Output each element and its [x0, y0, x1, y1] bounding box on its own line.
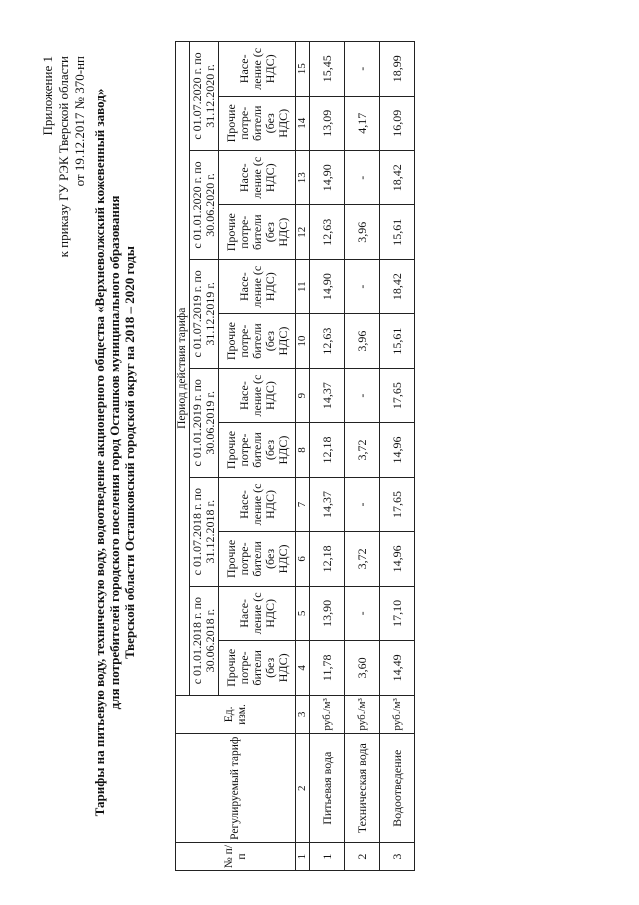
column-number: 11 [296, 259, 310, 313]
period-range: с 01.07.2018 г. по 31.12.2018 г. [190, 477, 219, 586]
tariff-value: 14,90 [310, 151, 345, 205]
tariff-value: 13,90 [310, 586, 345, 640]
tariff-value: 14,96 [380, 532, 415, 586]
unit: руб./м³ [380, 695, 415, 734]
tariff-value: 14,37 [310, 368, 345, 422]
column-number: 5 [296, 586, 310, 640]
table-row [380, 42, 415, 871]
tariff-value: 14,37 [310, 477, 345, 531]
sub-other-consumers: Прочие потре- бители (без НДС) [219, 532, 296, 586]
period-range: с 01.07.2020 г. по 31.12.2020 г. [190, 42, 219, 151]
header-unit: Ед. изм. [176, 695, 296, 734]
sub-population: Насе- ление (с НДС) [219, 477, 296, 531]
column-number: 14 [296, 96, 310, 150]
document-title [92, 0, 137, 905]
tariff-name: Техническая вода [345, 734, 380, 843]
sub-population: Насе- ление (с НДС) [219, 259, 296, 313]
tariff-value: 3,72 [345, 423, 380, 477]
period-range: с 01.01.2018 г. по 30.06.2018 г. [190, 586, 219, 695]
table-row [310, 42, 345, 871]
title-line-2: для потребителей городского поселения город Осташков муниципального образования [107, 195, 122, 710]
column-number: 13 [296, 151, 310, 205]
sub-other-consumers: Прочие потре- бители (без НДС) [219, 641, 296, 695]
tariff-value: 15,61 [380, 205, 415, 259]
row-number: 1 [310, 843, 345, 871]
tariff-value: 14,49 [380, 641, 415, 695]
tariff-value: - [345, 477, 380, 531]
column-number: 12 [296, 205, 310, 259]
row-number: 3 [380, 843, 415, 871]
sub-population: Насе- ление (с НДС) [219, 368, 296, 422]
column-number: 1 [296, 843, 310, 871]
column-number: 3 [296, 695, 310, 734]
appendix-title: Приложение 1 [40, 56, 55, 136]
tariff-value: 3,96 [345, 205, 380, 259]
sub-other-consumers: Прочие потре- бители (без НДС) [219, 205, 296, 259]
sub-population: Насе- ление (с НДС) [219, 42, 296, 97]
tariff-name: Питьевая вода [310, 734, 345, 843]
title-line-1: Тарифы на питьевую воду, техническую воду, водоотведение акционерного общества «Верхневолжский кожевенный завод» [92, 88, 107, 817]
tariff-value: 14,90 [310, 259, 345, 313]
tariff-value: 18,42 [380, 259, 415, 313]
period-range: с 01.01.2020 г. по 30.06.2020 г. [190, 151, 219, 260]
table-row [345, 42, 380, 871]
tariff-value: 11,78 [310, 641, 345, 695]
tariff-value: 18,99 [380, 42, 415, 97]
tariff-value: 17,65 [380, 368, 415, 422]
tariff-value: 16,09 [380, 96, 415, 150]
tariff-value: 13,09 [310, 96, 345, 150]
tariff-value: - [345, 151, 380, 205]
column-number: 7 [296, 477, 310, 531]
tariff-value: 12,63 [310, 314, 345, 368]
tariff-value: 14,96 [380, 423, 415, 477]
header-tariff-name: Регулируемый тариф [176, 734, 296, 843]
tariff-table [175, 41, 415, 871]
tariff-value: 15,61 [380, 314, 415, 368]
tariff-value: - [345, 42, 380, 97]
column-number: 9 [296, 368, 310, 422]
sub-other-consumers: Прочие потре- бители (без НДС) [219, 423, 296, 477]
tariff-value: 12,63 [310, 205, 345, 259]
row-number: 2 [345, 843, 380, 871]
sub-population: Насе- ление (с НДС) [219, 586, 296, 640]
title-line-3: Тверской области Осташковский городской округ на 2018 – 2020 годы [122, 246, 137, 659]
tariff-value: - [345, 586, 380, 640]
tariff-value: 17,10 [380, 586, 415, 640]
sub-other-consumers: Прочие потре- бители (без НДС) [219, 96, 296, 150]
tariff-value: 3,96 [345, 314, 380, 368]
unit: руб./м³ [345, 695, 380, 734]
appendix-order-date: от 19.12.2017 № 370-нп [72, 56, 87, 187]
tariff-value: - [345, 368, 380, 422]
sub-population: Насе- ление (с НДС) [219, 151, 296, 205]
tariff-value: 12,18 [310, 532, 345, 586]
period-range: с 01.07.2019 г. по 31.12.2019 г. [190, 259, 219, 368]
period-range: с 01.01.2019 г. по 30.06.2019 г. [190, 368, 219, 477]
tariff-value: 3,72 [345, 532, 380, 586]
column-number: 15 [296, 42, 310, 97]
appendix-order-ref: к приказу ГУ РЭК Тверской области [56, 56, 71, 258]
sub-other-consumers: Прочие потре- бители (без НДС) [219, 314, 296, 368]
column-number: 8 [296, 423, 310, 477]
column-number: 10 [296, 314, 310, 368]
tariff-value: 15,45 [310, 42, 345, 97]
column-number: 4 [296, 641, 310, 695]
tariff-value: 18,42 [380, 151, 415, 205]
unit: руб./м³ [310, 695, 345, 734]
column-number: 2 [296, 734, 310, 843]
tariff-name: Водоотведение [380, 734, 415, 843]
header-row-number: № п/п [176, 843, 296, 871]
appendix-header [40, 56, 88, 257]
column-number-row [296, 42, 310, 871]
tariff-value: 12,18 [310, 423, 345, 477]
tariff-value: 3,60 [345, 641, 380, 695]
tariff-value: 17,65 [380, 477, 415, 531]
tariff-value: 4,17 [345, 96, 380, 150]
column-number: 6 [296, 532, 310, 586]
tariff-value: - [345, 259, 380, 313]
header-period: Период действия тарифа [176, 42, 190, 696]
